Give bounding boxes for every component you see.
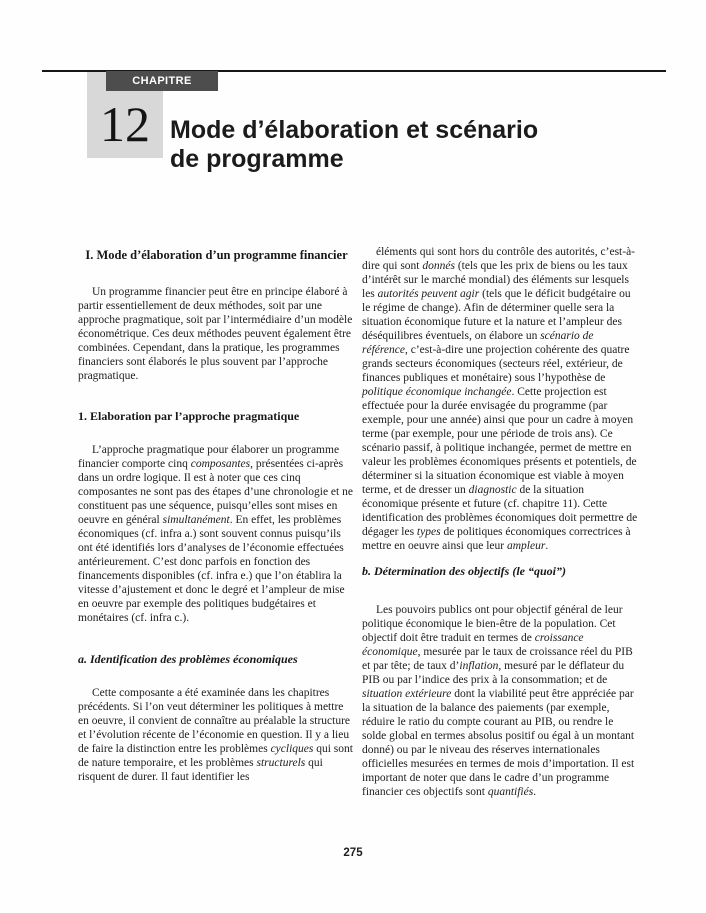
chapter-label-text: CHAPITRE bbox=[132, 75, 192, 87]
paragraph: L’approche pragmatique pour élaborer un programme financier comporte cinq composantes, présentées ci-après dans un ordre logique. Il est à noter que ces cinq composantes ne sont pas des étapes d’une chronologie et ne constituent pas une séquence, puisqu’elles sont mises en oeuvre en général simultanément. En effet, les problèmes économiques (cf. infra a.) sont souvent connus puisqu’ils ont été identifiés lors d’analyses de l’économie effectuées antérieurement. C’est donc parfois en fonction des financements disponibles (cf. infra e.) que l’on établira la vitesse d’ajustement et donc le degré et l’ampleur de mise en oeuvre par exemple des politiques budgétaires et monétaires (cf. infra c.). bbox=[78, 444, 353, 624]
paragraph: éléments qui sont hors du contrôle des autorités, c’est-à-dire qui sont donnés (tels que les prix de biens ou les taux d’intérêt sur le marché mondial) des éléments sur lesquels les autorités peuvent agir (tels que le déficit budgétaire ou le régime de change). Afin de déterminer quelle sera la situation économique future et la nature et l’ampleur des déséquilibres éventuels, on élabore un scénario de référence, c’est-à-dire une projection cohérente des quatre grands secteurs économiques (secteurs réel, extérieur, de finances publiques et monétaire) sous l’hypothèse de politique économique inchangée. Cette projection est effectuée pour la durée envisagée du programme (par exemple, pour une année) ainsi que pour un cadre à moyen terme (par exemple, pour une période de trois ans). Ce scénario passif, à politique inchangée, permet de mettre en valeur les problèmes économiques présents et potentiels, de déterminer si la situation économique est viable à moyen terme, et de dresser un diagnostic de la situation économique présente et future (cf. chapitre 11). Cette identification des problèmes économiques doit permettre de dégager les types de politiques économiques correctrices à mettre en oeuvre ainsi que leur ampleur. bbox=[362, 246, 638, 552]
page-number: 275 bbox=[343, 847, 363, 859]
section-heading-I: I. Mode d’élaboration d’un programme financier bbox=[85, 248, 348, 262]
right-column bbox=[362, 245, 639, 799]
paragraph: Un programme financier peut être en principe élaboré à partir essentiellement de deux méthodes, soit par une approche pragmatique, soit par l’intermédiaire d’un modèle économétrique. Ces deux méthodes peuvent également être combinées. Cependant, dans la pratique, les programmes financiers sont élaborés le plus souvent par l’approche pragmatique. bbox=[78, 286, 353, 382]
chapter-title-line1: Mode d’élaboration et scénario bbox=[170, 116, 539, 144]
paragraph: Les pouvoirs publics ont pour objectif général de leur politique économique le bien-être de la population. Cet objectif doit être traduit en termes de croissance économique, mesurée par le taux de croissance réel du PIB et par tête; de taux d’inflation, mesuré par le déflateur du PIB ou par l’indice des prix à la consommation; et de situation extérieure dont la viabilité peut être appréciée par la situation de la balance des paiements (par exemple, réduire le ratio du compte courant au PIB, ou rendre le solde global en termes absolus positif ou égal à un montant donné) ou par le niveau des réserves internationales officielles mesurées en termes de mois d’importation. Il est important de noter que dans le cadre d’un programme financier ces objectifs sont quantifiés. bbox=[362, 604, 635, 798]
left-column bbox=[78, 245, 355, 784]
chapter-title-line2: de programme bbox=[170, 145, 344, 173]
paragraph: Cette composante a été examinée dans les chapitres précédents. Si l’on veut déterminer les politiques à mettre en oeuvre, il convient de connaître au préalable la structure et l’évolution récente de l’économie en question. Il y a lieu de faire la distinction entre les problèmes cycliques qui sont de nature temporaire, et les problèmes structurels qui risquent de durer. Il faut identifier les bbox=[78, 687, 353, 783]
subsection-heading-a: a. Identification des problèmes économiques bbox=[78, 652, 298, 666]
chapter-title bbox=[170, 116, 640, 174]
chapter-number: 12 bbox=[100, 96, 150, 152]
subsection-heading-b: b. Détermination des objectifs (le “quoi”) bbox=[362, 564, 566, 578]
chapter-label-box bbox=[106, 71, 218, 91]
subsection-heading-1: 1. Elaboration par l’approche pragmatique bbox=[78, 409, 300, 423]
